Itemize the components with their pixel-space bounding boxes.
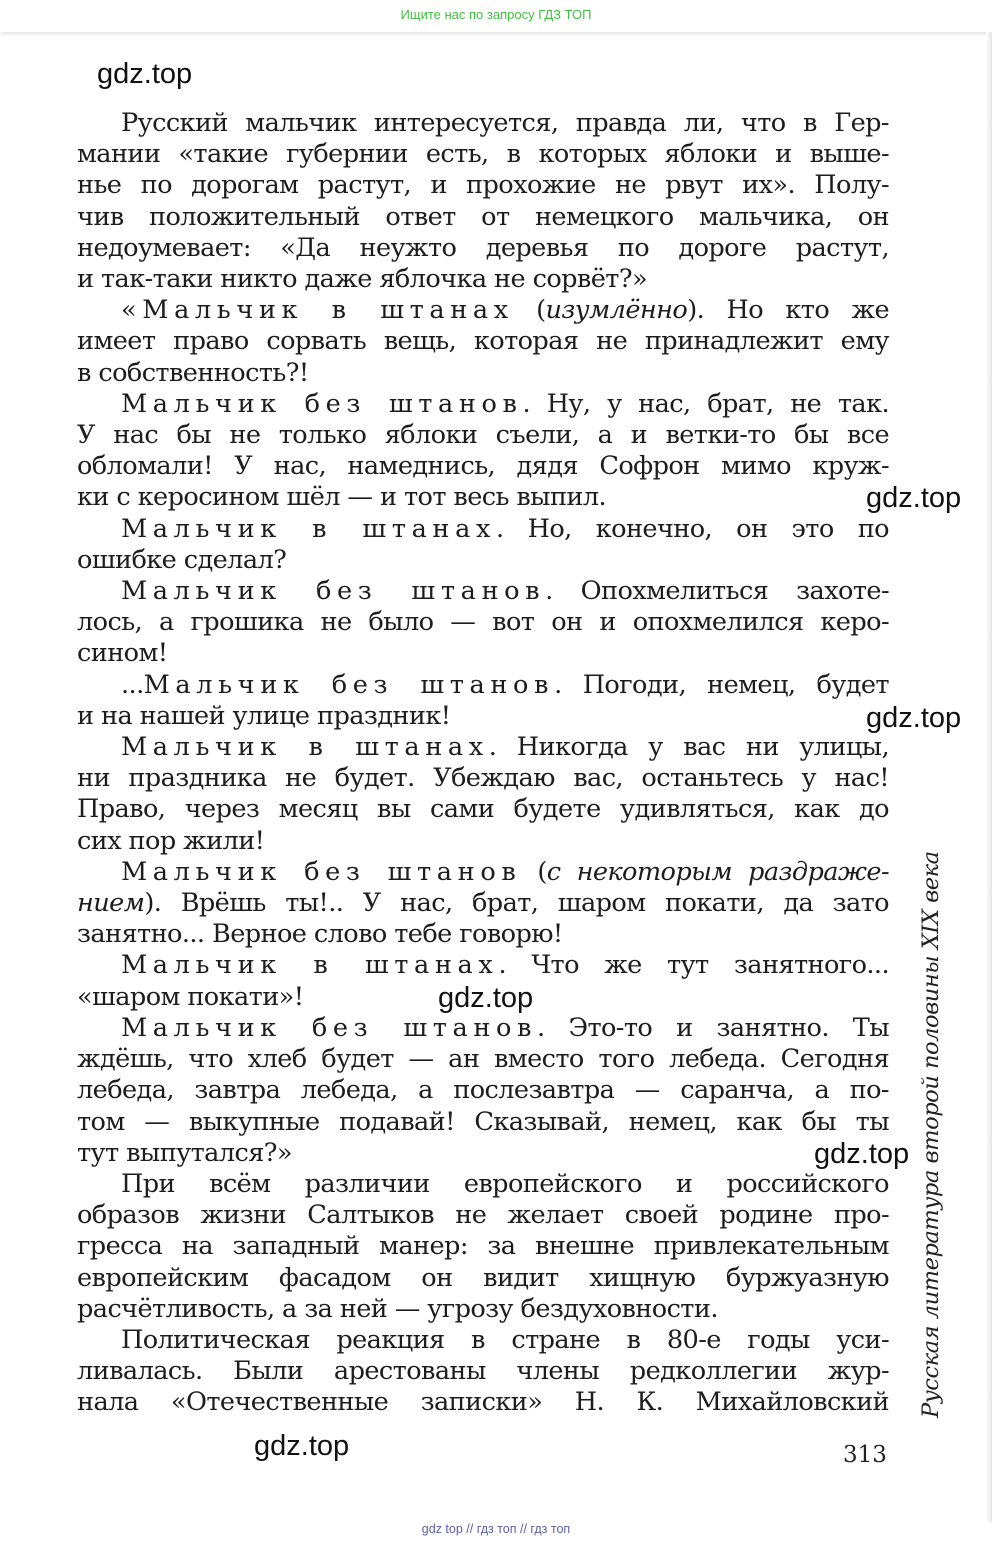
text-line: гресса на западный манер: за внешне привлекательным [77, 1231, 889, 1262]
text-line: образов жизни Салтыков не желает своей родине про- [77, 1200, 889, 1231]
speaker-name: Мальчик в штанах [121, 732, 489, 763]
running-title: Русская литература второй половины XIX века [918, 851, 944, 1418]
speaker-name: Мальчик без штанов [121, 576, 546, 607]
text-line: тут выпутался?» [77, 1137, 292, 1168]
text-line: занятно... Верное слово тебе говорю! [77, 919, 563, 950]
dialogue-line: Мальчик без штанов (с некоторым раздраже- [121, 856, 889, 887]
text-line: в собственность?! [77, 357, 309, 388]
watermark: gdz.top [438, 982, 534, 1014]
dialogue-line: Мальчик в штанах. Но, конечно, он это по [121, 513, 889, 544]
speaker-name: «Мальчик в штанах [121, 295, 514, 326]
text-line: ни праздника не будет. Убеждаю вас, останьтесь у нас! [77, 763, 889, 794]
watermark: gdz.top [254, 1430, 350, 1462]
text-line: имеет право сорвать вещь, которая не принадлежит ему [77, 326, 889, 357]
page-number: 313 [843, 1442, 887, 1468]
dialogue-line: «Мальчик в штанах (изумлённо). Но кто же [121, 295, 889, 326]
speaker-name: Мальчик без штанов [121, 388, 523, 419]
dialogue-line: Мальчик без штанов. Опохмелиться захоте- [121, 576, 889, 607]
text-line: лось, а грошика не было — вот он и опохмелился керо- [77, 607, 889, 638]
speaker-name: Мальчик без штанов [143, 669, 555, 700]
text-line: нала «Отечественные записки» Н. К. Михайловский [77, 1387, 889, 1418]
stage-direction: нием [77, 888, 145, 919]
text-line: нье по дорогам растут, и прохожие не рвут их». Полу- [77, 170, 889, 201]
dialogue-line: Мальчик в штанах. Никогда у вас ни улицы, [121, 732, 889, 763]
page-edge-shadow [986, 32, 992, 1522]
text-line: Право, через месяц вы сами будете удивляться, как до [77, 794, 889, 825]
text-line: недоумевает: «Да неужто деревья по дороге растут, [77, 232, 889, 263]
stage-direction: с некоторым раздраже- [546, 856, 889, 887]
text-line: При всём различии европейского и российского [121, 1168, 889, 1199]
text-line: нием). Врёшь ты!.. У нас, брат, шаром покати, да зато [77, 888, 889, 919]
text-line: чив положительный ответ от немецкого мальчика, он [77, 201, 889, 232]
footer-links[interactable]: gdz top // гдз топ // гдз топ [421, 1522, 571, 1536]
speaker-name: Мальчик без штанов [121, 856, 522, 887]
text-line: расчётливость, а за ней — угрозу бездуховности. [77, 1293, 718, 1324]
top-banner[interactable]: Ищите нас по запросу ГДЗ ТОП [0, 0, 992, 32]
text-line: сином! [77, 638, 168, 669]
page-body [77, 108, 889, 1419]
text-line: Политическая реакция в стране в 80-е годы уси- [121, 1324, 889, 1355]
text-line: европейским фасадом он видит хищную буржуазную [77, 1262, 889, 1293]
speaker-name: Мальчик в штанах [121, 950, 499, 981]
text-line: мании «такие губернии есть, в которых яблоки и выше- [77, 139, 889, 170]
text-line: ки с керосином шёл — и тот весь выпил. [77, 482, 607, 513]
watermark: gdz.top [97, 58, 193, 90]
watermark: gdz.top [814, 1138, 910, 1170]
text-line: и на нашей улице праздник! [77, 700, 451, 731]
stage-direction: изумлённо [545, 295, 688, 326]
speaker-name: Мальчик в штанах [121, 513, 496, 544]
dialogue-line: ...Мальчик без штанов. Погоди, немец, будет [121, 669, 889, 700]
text-line: и так-таки никто даже яблочка не сорвёт?» [77, 264, 648, 295]
watermark: gdz.top [866, 482, 962, 514]
text-line: обломали! У нас, намеднись, дядя Софрон мимо круж- [77, 451, 889, 482]
text-line: «шаром покати»! [77, 981, 304, 1012]
text-line: том — выкупные подавай! Сказывай, немец, как бы ты [77, 1106, 889, 1137]
text-line: ошибке сделал? [77, 544, 287, 575]
text-line: ждёшь, что хлеб будет — ан вместо того лебеда. Сегодня [77, 1044, 889, 1075]
text-line: Русский мальчик интересуется, правда ли, что в Гер- [121, 108, 889, 138]
text-line: лебеда, завтра лебеда, а послезавтра — саранча, а по- [77, 1075, 889, 1106]
text-line: ливалась. Были арестованы члены редколлегии жур- [77, 1356, 889, 1387]
dialogue-line: Мальчик без штанов. Ну, у нас, брат, не так. [121, 388, 889, 419]
dialogue-line: Мальчик без штанов. Это-то и занятно. Ты [121, 1012, 889, 1043]
speaker-name: Мальчик без штанов [121, 1012, 538, 1043]
watermark: gdz.top [866, 702, 962, 734]
text-line: У нас бы не только яблоки съели, а и ветки-то бы все [77, 420, 889, 451]
dialogue-line: Мальчик в штанах. Что же тут занятного... [121, 950, 889, 981]
text-line: сих пор жили! [77, 825, 265, 856]
